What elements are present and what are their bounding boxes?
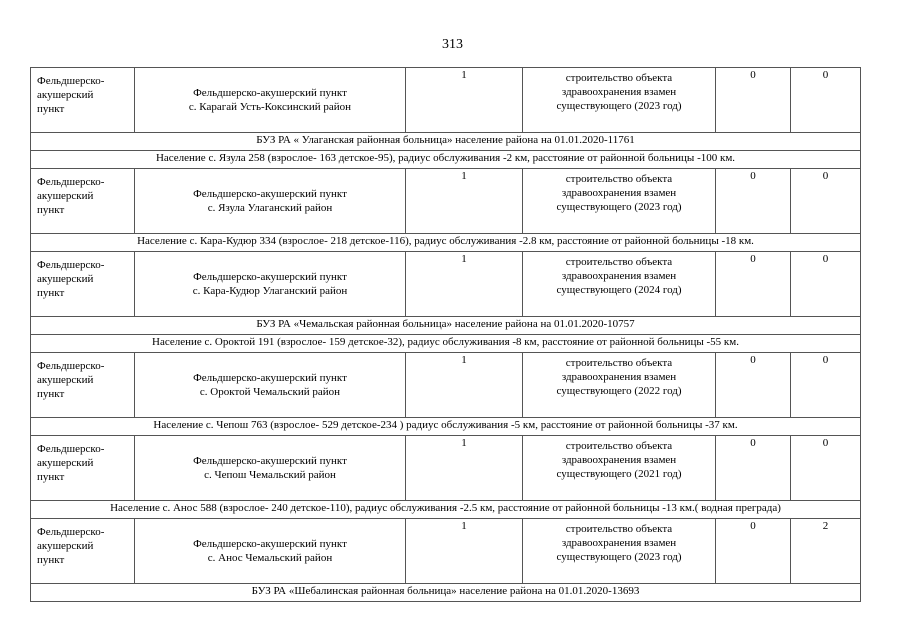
facility-type [31, 353, 135, 418]
facility-name-line: с. Карагай Усть-Коксинский район [188, 101, 352, 113]
facility-type [31, 436, 135, 501]
value-col-1 [716, 353, 791, 418]
facility-action [523, 353, 716, 418]
facility-action-line: существующего (2023 год) [556, 551, 682, 563]
facility-type-line: Фельдшерско- [37, 443, 105, 455]
facility-row [31, 519, 861, 584]
value-col-1 [716, 68, 791, 133]
facility-action-line: строительство объекта [565, 72, 673, 84]
facility-name-line: с. Ороктой Чемальский район [199, 386, 341, 398]
facilities-table [30, 67, 861, 602]
facility-row [31, 68, 861, 133]
facility-action-line: существующего (2021 год) [556, 468, 682, 480]
facility-action-line: здравоохранения взамен [561, 270, 677, 282]
facility-name [135, 252, 406, 317]
facility-quantity-line: 1 [461, 354, 467, 366]
facility-quantity [406, 519, 523, 584]
facility-name-line: Фельдшерско-акушерский пункт [193, 538, 347, 550]
facility-quantity-line: 1 [461, 437, 467, 449]
facility-type-line: пункт [37, 204, 65, 216]
facility-type-line: акушерский [37, 540, 94, 552]
band-text [31, 501, 861, 519]
value-col-2 [791, 252, 861, 317]
band-text-line: Население с. Чепош 763 (взрослое- 529 детское-234 ) радиус обслуживания -5 км, расстояние от районной больницы -37 км. [153, 419, 738, 431]
band-text [31, 418, 861, 436]
facility-name-line: с. Анос Чемальский район [207, 552, 333, 564]
facility-row [31, 353, 861, 418]
facility-action [523, 169, 716, 234]
value-col-1-line: 0 [750, 354, 756, 366]
value-col-2 [791, 436, 861, 501]
facility-type-line: Фельдшерско- [37, 75, 105, 87]
facility-type-line: акушерский [37, 190, 94, 202]
value-col-2-line: 0 [822, 253, 829, 265]
band-text [31, 234, 861, 252]
value-col-2-line: 0 [822, 437, 829, 449]
facility-quantity [406, 68, 523, 133]
value-col-2-line: 0 [822, 354, 829, 366]
facility-type-line: Фельдшерско- [37, 259, 105, 271]
band-text-line: БУЗ РА «Чемальская районная больница» население района на 01.01.2020-10757 [256, 318, 635, 330]
facility-action-line: здравоохранения взамен [561, 187, 677, 199]
facility-action-line: существующего (2023 год) [556, 201, 682, 213]
facility-type [31, 68, 135, 133]
facility-action [523, 252, 716, 317]
facility-type-line: Фельдшерско- [37, 176, 105, 188]
facility-type-line: акушерский [37, 89, 94, 101]
band-text-line: БУЗ РА «Шебалинская районная больница» население района на 01.01.2020-13693 [251, 585, 640, 597]
facility-name [135, 436, 406, 501]
value-col-2 [791, 353, 861, 418]
section-band-row [31, 133, 861, 151]
table-body [31, 68, 861, 602]
band-text-line: Население с. Ороктой 191 (взрослое- 159 детское-32), радиус обслуживания -8 км, расстояние от районной больницы -55 км. [152, 336, 739, 348]
facility-action [523, 68, 716, 133]
facility-action-line: здравоохранения взамен [561, 537, 677, 549]
page-number: 313 [442, 37, 463, 52]
value-col-2 [791, 169, 861, 234]
facility-name [135, 519, 406, 584]
facility-name-line: с. Чепош Чемальский район [204, 469, 336, 481]
facility-quantity-line: 1 [461, 520, 467, 532]
facility-action-line: здравоохранения взамен [561, 86, 677, 98]
value-col-1 [716, 169, 791, 234]
facility-name [135, 68, 406, 133]
facility-type [31, 169, 135, 234]
facility-quantity-line: 1 [461, 170, 467, 182]
band-text-line: Население с. Кара-Кудюр 334 (взрослое- 218 детское-116), радиус обслуживания -2.8 км, расстояние от районной больницы -18 км. [137, 235, 754, 247]
section-band-row [31, 418, 861, 436]
facility-row [31, 436, 861, 501]
facility-type-line: пункт [37, 471, 65, 483]
facility-type-line: пункт [37, 554, 65, 566]
facility-action-line: строительство объекта [565, 523, 673, 535]
band-text [31, 133, 861, 151]
facility-type-line: акушерский [37, 457, 94, 469]
band-text [31, 317, 861, 335]
facility-type [31, 519, 135, 584]
value-col-2 [791, 519, 861, 584]
section-band-row [31, 335, 861, 353]
facility-quantity-line: 1 [461, 253, 467, 265]
facility-action-line: здравоохранения взамен [561, 454, 677, 466]
facility-type-line: Фельдшерско- [37, 526, 105, 538]
facility-type [31, 252, 135, 317]
band-text [31, 151, 861, 169]
facility-name-line: Фельдшерско-акушерский пункт [193, 455, 347, 467]
value-col-2 [791, 68, 861, 133]
facility-type-line: акушерский [37, 374, 94, 386]
band-text-line: Население с. Анос 588 (взрослое- 240 детское-110), радиус обслуживания -2.5 км, расстояние от районной больницы -13 км.( водная преграда) [110, 502, 781, 514]
facility-action [523, 519, 716, 584]
facility-action-line: строительство объекта [565, 256, 673, 268]
value-col-1-line: 0 [750, 170, 756, 182]
facility-action-line: здравоохранения взамен [561, 371, 677, 383]
facility-name-line: с. Язула Улаганский район [207, 202, 333, 214]
section-band-row [31, 317, 861, 335]
facility-type-line: пункт [37, 287, 65, 299]
value-col-1 [716, 252, 791, 317]
section-band-row [31, 234, 861, 252]
facility-quantity [406, 169, 523, 234]
facility-action-line: существующего (2024 год) [556, 284, 682, 296]
facility-action-line: существующего (2022 год) [556, 385, 682, 397]
facility-name-line: с. Кара-Кудюр Улаганский район [192, 285, 348, 297]
value-col-1-line: 0 [750, 253, 756, 265]
value-col-1 [716, 436, 791, 501]
value-col-2-line: 2 [822, 520, 829, 532]
facility-type-line: Фельдшерско- [37, 360, 105, 372]
value-col-2-line: 0 [822, 69, 829, 81]
facility-action-line: строительство объекта [565, 357, 673, 369]
section-band-row [31, 501, 861, 519]
section-band-row [31, 151, 861, 169]
facility-quantity-line: 1 [461, 69, 467, 81]
facility-name-line: Фельдшерско-акушерский пункт [193, 372, 347, 384]
facility-name-line: Фельдшерско-акушерский пункт [193, 188, 347, 200]
facility-row [31, 169, 861, 234]
facility-name-line: Фельдшерско-акушерский пункт [193, 271, 347, 283]
band-text [31, 584, 861, 602]
facility-type-line: акушерский [37, 273, 94, 285]
facility-action-line: существующего (2023 год) [556, 100, 682, 112]
band-text [31, 335, 861, 353]
facility-type-line: пункт [37, 103, 65, 115]
value-col-1-line: 0 [750, 520, 756, 532]
facility-action-line: строительство объекта [565, 440, 673, 452]
facility-quantity [406, 252, 523, 317]
facility-action [523, 436, 716, 501]
facility-quantity [406, 436, 523, 501]
facility-name [135, 353, 406, 418]
facility-row [31, 252, 861, 317]
facility-quantity [406, 353, 523, 418]
facility-type-line: пункт [37, 388, 65, 400]
facility-name-line: Фельдшерско-акушерский пункт [193, 87, 347, 99]
facility-name [135, 169, 406, 234]
facility-action-line: строительство объекта [565, 173, 673, 185]
band-text-line: Население с. Язула 258 (взрослое- 163 детское-95), радиус обслуживания -2 км, расстояние от районной больницы -100 км. [155, 152, 736, 164]
value-col-1-line: 0 [750, 437, 756, 449]
value-col-1 [716, 519, 791, 584]
value-col-2-line: 0 [822, 170, 829, 182]
value-col-1-line: 0 [750, 69, 756, 81]
section-band-row [31, 584, 861, 602]
band-text-line: БУЗ РА « Улаганская районная больница» население района на 01.01.2020-11761 [256, 134, 635, 146]
